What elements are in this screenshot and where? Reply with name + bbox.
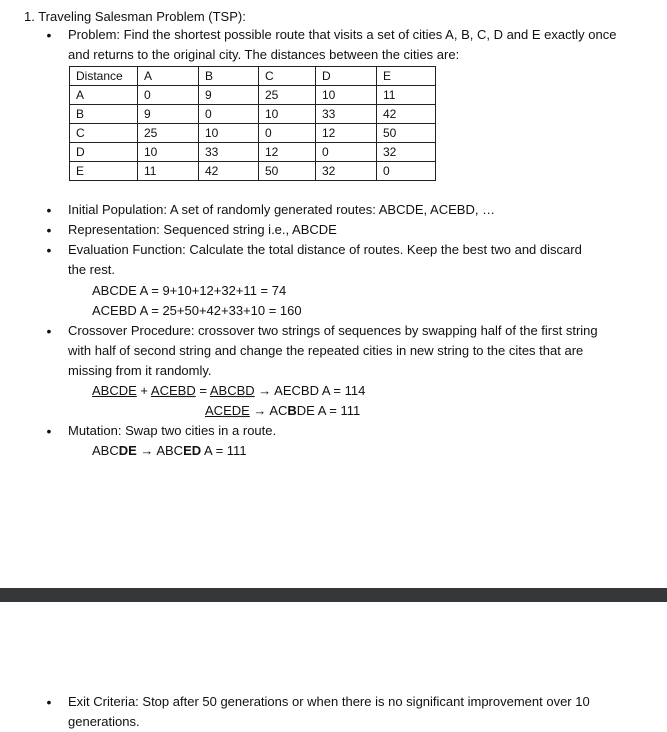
result-2-part-1: AC <box>269 403 288 418</box>
table-cell: E <box>70 162 138 181</box>
table-cell: 10 <box>316 86 377 105</box>
table-cell: 50 <box>377 124 436 143</box>
table-cell: 0 <box>199 105 259 124</box>
table-header-cell: A <box>138 67 199 86</box>
arrow-right-icon: → <box>258 383 272 398</box>
table-cell: D <box>70 143 138 162</box>
section-heading: 1. Traveling Salesman Problem (TSP): <box>24 9 246 24</box>
mutation-before-head: ABC <box>92 443 119 458</box>
arrow-right-icon: → <box>140 443 154 458</box>
bullet-icon: • <box>46 222 52 238</box>
bullet-icon: • <box>46 242 52 258</box>
table-row <box>70 143 436 162</box>
crossover-line-1 <box>92 381 365 401</box>
evaluation-text: Evaluation Function: Calculate the total distance of routes. Keep the best two and discard the rest. <box>68 242 582 277</box>
mutation-after <box>156 443 246 458</box>
bullet-icon: • <box>46 694 52 710</box>
page-break-divider <box>0 588 667 602</box>
problem-text: Problem: Find the shortest possible route that visits a set of cities A, B, C, D and E exactly once and returns to the original city. The distances between the cities are: <box>68 27 617 62</box>
table-cell: 10 <box>199 124 259 143</box>
table-row <box>70 105 436 124</box>
table-cell: 32 <box>316 162 377 181</box>
table-cell: 33 <box>199 143 259 162</box>
table-cell: 25 <box>259 86 316 105</box>
table-cell: 42 <box>199 162 259 181</box>
table-cell: 9 <box>199 86 259 105</box>
result-2-part-3: DE A = 111 <box>296 403 361 418</box>
table-header-cell: E <box>377 67 436 86</box>
mutation-before-bold: DE <box>118 443 137 458</box>
child-1-tail: CBD <box>227 383 255 398</box>
parent-2 <box>151 383 196 398</box>
table-cell: B <box>70 105 138 124</box>
table-cell: 32 <box>377 143 436 162</box>
exit-criteria-text: Exit Criteria: Stop after 50 generations or when there is no significant improvement over 10 generations. <box>68 694 590 729</box>
crossover-text: Crossover Procedure: crossover two strings of sequences by swapping half of the first string with half of second string and change the repeated cities in new string to the cites that are missing from it randomly. <box>68 323 598 378</box>
parent-1: ABCDE <box>92 383 137 398</box>
mutation-line <box>92 441 247 461</box>
crossover-result-2 <box>269 403 360 418</box>
result-2-bold: B <box>287 403 297 418</box>
table-cell: 12 <box>316 124 377 143</box>
table-cell: 10 <box>138 143 199 162</box>
representation-text: Representation: Sequenced string i.e., ABCDE <box>68 222 337 237</box>
table-cell: 12 <box>259 143 316 162</box>
evaluation-line-1: ABCDE A = 9+10+12+32+11 = 74 <box>92 283 287 298</box>
table-cell: 0 <box>259 124 316 143</box>
child-1 <box>210 383 255 398</box>
arrow-right-icon: → <box>253 403 267 418</box>
table-cell: 0 <box>377 162 436 181</box>
table-cell: 9 <box>138 105 199 124</box>
mutation-after-bold: ED <box>183 443 202 458</box>
table-cell: 50 <box>259 162 316 181</box>
table-cell: 33 <box>316 105 377 124</box>
document-page-2 <box>0 602 667 732</box>
child-2-head: AC <box>205 403 224 418</box>
crossover-line-2 <box>205 401 360 421</box>
table-header-cell: C <box>259 67 316 86</box>
table-header-cell: B <box>199 67 259 86</box>
equals-sign: = <box>199 383 207 398</box>
table-cell: 0 <box>138 86 199 105</box>
parent-2-tail: EBD <box>168 383 196 398</box>
child-2-tail: EDE <box>223 403 250 418</box>
table-cell: A <box>70 86 138 105</box>
bullet-icon: • <box>46 27 52 43</box>
table-cell: 42 <box>377 105 436 124</box>
child-2 <box>205 403 250 418</box>
mutation-after-tail: A = 111 <box>201 443 247 458</box>
mutation-text: Mutation: Swap two cities in a route. <box>68 423 277 438</box>
table-cell: 11 <box>377 86 436 105</box>
table-cell: C <box>70 124 138 143</box>
table-row <box>70 86 436 105</box>
table-header-row <box>70 67 436 86</box>
distance-table <box>69 66 436 181</box>
bullet-icon: • <box>46 202 52 218</box>
evaluation-line-2: ACEBD A = 25+50+42+33+10 = 160 <box>92 303 302 318</box>
bullet-icon: • <box>46 423 52 439</box>
table-row <box>70 124 436 143</box>
table-cell: 11 <box>138 162 199 181</box>
table-cell: 0 <box>316 143 377 162</box>
table-header-cell: D <box>316 67 377 86</box>
table-header-cell: Distance <box>70 67 138 86</box>
initial-population-text: Initial Population: A set of randomly generated routes: ABCDE, ACEBD, … <box>68 202 496 217</box>
bullet-icon: • <box>46 323 52 339</box>
crossover-result-1: AECBD A = 114 <box>274 383 366 398</box>
mutation-before <box>92 443 137 458</box>
child-1-head: AB <box>209 383 228 398</box>
mutation-after-head: ABC <box>156 443 184 458</box>
table-cell: 10 <box>259 105 316 124</box>
table-cell: 25 <box>138 124 199 143</box>
parent-2-head: AC <box>150 383 169 398</box>
plus-sign: + <box>140 383 149 398</box>
table-row <box>70 162 436 181</box>
